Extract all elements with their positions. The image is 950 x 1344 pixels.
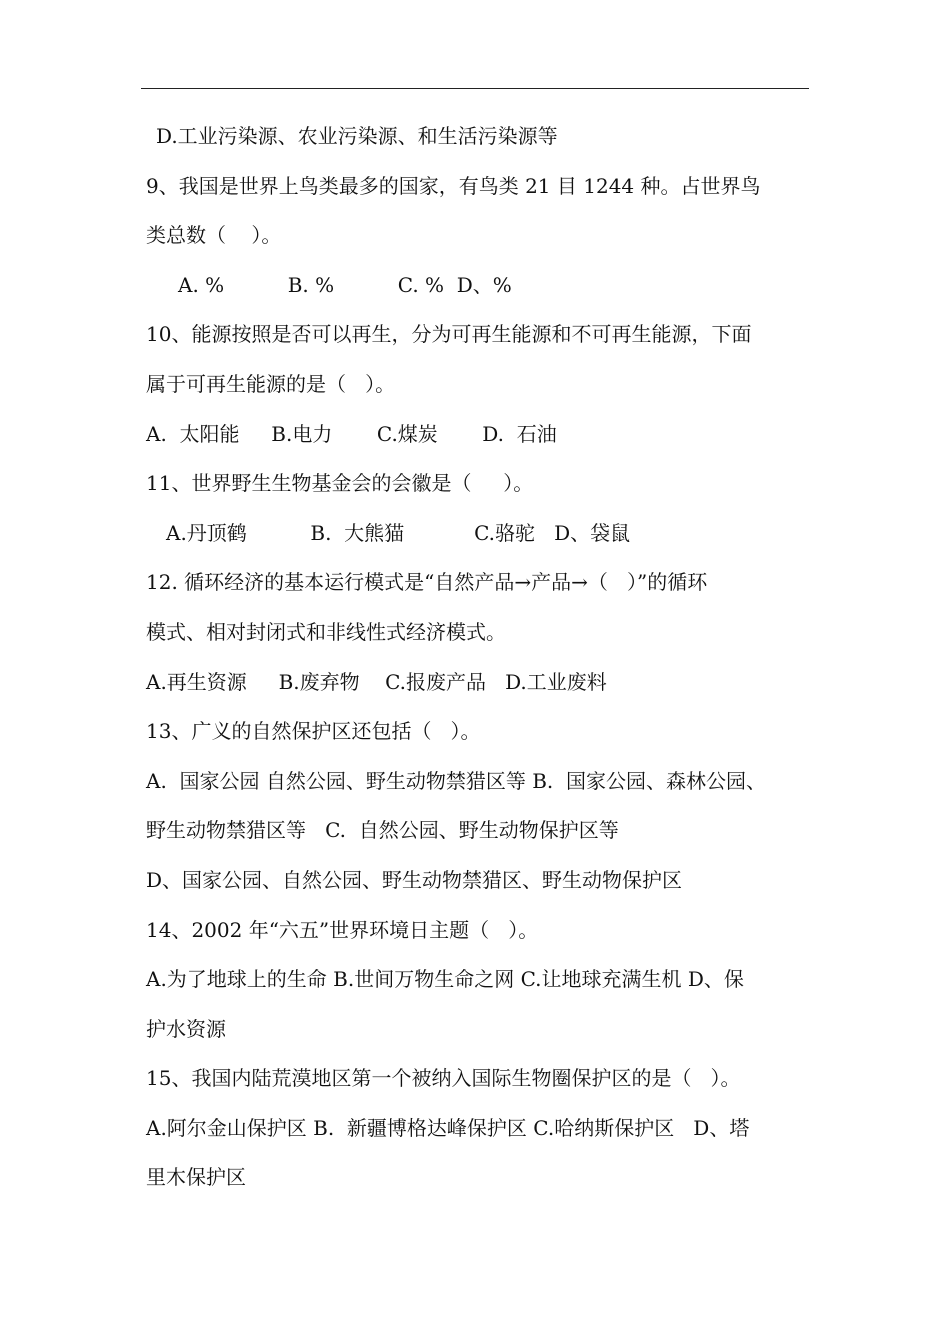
question-9-line-1: 9、我国是世界上鸟类最多的国家，有鸟类 21 目 1244 种。占世界鸟 [146,173,761,198]
options-q12: A.再生资源 B.废弃物 C.报废产品 D.工业废料 [146,669,607,694]
options-q9: A. % B. % C. % D、% [178,272,512,297]
options-q10: A. 太阳能 B.电力 C.煤炭 D. 石油 [146,421,557,446]
question-14: 14、2002 年“六五”世界环境日主题（ ）。 [146,917,539,942]
question-15: 15、我国内陆荒漠地区第一个被纳入国际生物圈保护区的是（ ）。 [146,1066,741,1091]
options-q13-line-2: 野生动物禁猎区等 C. 自然公园、野生动物保护区等 [146,818,619,843]
options-q14-line-2: 护水资源 [146,1016,226,1041]
option-line-q8-d: D.工业污染源、农业污染源、和生活污染源等 [156,124,558,148]
question-10-line-2: 属于可再生能源的是（ ）。 [146,371,396,396]
options-q11: A.丹顶鹤 B. 大熊猫 C.骆驼 D、袋鼠 [166,520,631,545]
question-10-line-1: 10、能源按照是否可以再生，分为可再生能源和不可再生能源，下面 [146,322,752,347]
options-q13-line-1: A. 国家公园 自然公园、野生动物禁猎区等 B. 国家公园、森林公园、 [146,768,766,793]
question-12-line-1: 12. 循环经济的基本运行模式是“自然产品→产品→（ ）”的循环 [146,570,708,595]
question-13: 13、广义的自然保护区还包括（ ）。 [146,719,481,744]
question-11: 11、世界野生生物基金会的会徽是（ ）。 [146,471,534,496]
options-q14-line-1: A.为了地球上的生命 B.世间万物生命之网 C.让地球充满生机 D、保 [146,967,744,992]
question-12-line-2: 模式、相对封闭式和非线性式经济模式。 [146,619,506,644]
options-q15-line-1: A.阿尔金山保护区 B. 新疆博格达峰保护区 C.哈纳斯保护区 D、塔 [146,1115,750,1140]
options-q15-line-2: 里木保护区 [146,1165,246,1190]
document-body [146,112,810,1203]
header-rule [141,88,809,89]
options-q13-line-3: D、国家公园、自然公园、野生动物禁猎区、野生动物保护区 [146,867,683,892]
question-9-line-2: 类总数（ ）。 [146,223,282,248]
